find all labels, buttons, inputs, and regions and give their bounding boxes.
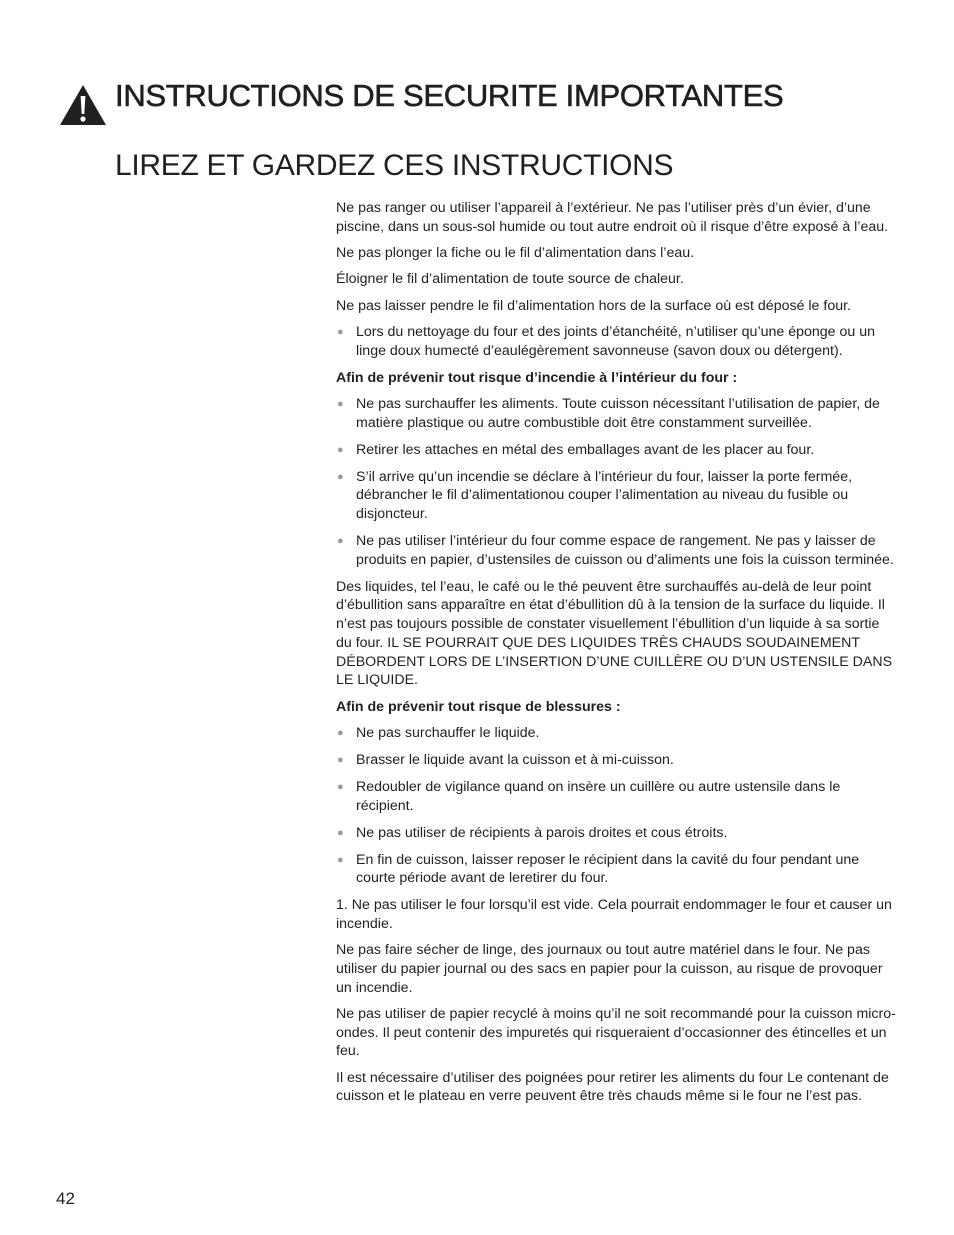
- paragraph-recycled-paper: Ne pas utiliser de papier recyclé à moins qu’il ne soit recommandé pour la cuisson micro-ondes. Il peut contenir des impuretés qui risqueraient d’occasionner des étincelles et un feu.: [336, 1005, 896, 1060]
- heading-injury-prevention: Afin de prévenir tout risque de blessures :: [336, 698, 621, 715]
- page-title: INSTRUCTIONS DE SECURITE IMPORTANTES: [115, 78, 784, 113]
- paragraph-liquids: Des liquides, tel l’eau, le café ou le thé peuvent être surchauffés au-delà de leur point d’ébullition sans apparaître en état d’ébullition dû à la tension de la surface du liquide. Il n’est pas toujours possible de constater visuellement l’ébullition d’un liquide à sa sortie du four. IL SE POURRAIT QUE DES LIQUIDES TRÈS CHAUDS SOUDAINEMENT DÉBORDENT LORS DE L’INSERTION D’UNE CUILLÈRE OU D’UN USTENSILE DANS LE LIQUIDE.: [336, 578, 893, 689]
- cleaning-list: [336, 323, 898, 360]
- warning-triangle-icon: [59, 84, 107, 126]
- bullet-icon: ●: [337, 853, 344, 866]
- list-item: ● S’il arrive qu’un incendie se déclare à l’intérieur du four, laisser la porte fermée, débrancher le fil d’alimentationou couper l’alimentation au niveau du fusible ou disjoncteur.: [337, 468, 853, 522]
- bullet-icon: ●: [337, 470, 344, 483]
- heading-fire-prevention: Afin de prévenir tout risque d’incendie à l’intérieur du four :: [336, 369, 738, 386]
- list-item: ● Ne pas surchauffer le liquide.: [337, 724, 540, 741]
- list-item: ● Retirer les attaches en métal des emballages avant de les placer au four.: [337, 441, 815, 458]
- paragraph-handles: Il est nécessaire d’utiliser des poignées pour retirer les aliments du four Le contenant de cuisson et le plateau en verre peuvent être très chauds même si le four ne l’est pas.: [336, 1069, 889, 1105]
- bullet-icon: ●: [337, 397, 344, 410]
- paragraph-drying: Ne pas faire sécher de linge, des journaux ou tout autre matériel dans le four. Ne pas utiliser du papier journal ou des sacs en papier pour la cuisson, au risque de provoquer un incendie.: [336, 942, 883, 996]
- paragraph-cord-heat: Éloigner le fil d’alimentation de toute source de chaleur.: [336, 271, 684, 288]
- page-number: 42: [56, 1189, 75, 1208]
- bullet-icon: ●: [337, 535, 344, 547]
- paragraph-outdoor: Ne pas ranger ou utiliser l’appareil à l’extérieur. Ne pas l’utiliser près d’un évier, d’une piscine, dans un sous-sol humide ou tout autre endroit où il risque d’être exposé à l’eau.: [336, 200, 889, 235]
- list-item: ● Ne pas utiliser l’intérieur du four comme espace de rangement. Ne pas y laisser de produits en papier, d’ustensiles de cuisson ou d’aliments une fois la cuisson terminée.: [337, 533, 894, 568]
- bullet-icon: ●: [337, 443, 344, 456]
- paragraph-empty-oven: 1. Ne pas utiliser le four lorsqu’il est vide. Cela pourrait endommager le four et causer un incendie.: [336, 897, 892, 932]
- paragraph-cord-hang: Ne pas laisser pendre le fil d’alimentation hors de la surface où est déposé le four.: [336, 297, 851, 314]
- list-item: ● En fin de cuisson, laisser reposer le récipient dans la cavité du four pendant une courte période avant de leretirer du four.: [337, 851, 860, 887]
- bullet-icon: ●: [337, 325, 344, 338]
- list-item: ● Ne pas surchauffer les aliments. Toute cuisson nécessitant l’utilisation de papier, de matière plastique ou autre combustible doit être constamment surveillée.: [337, 395, 880, 431]
- bullet-icon: ●: [337, 780, 344, 793]
- bullet-icon: ●: [337, 753, 344, 766]
- injury-prevention-list: [336, 724, 898, 888]
- list-item: ● Redoubler de vigilance quand on insère un cuillère ou autre ustensile dans le récipient.: [337, 778, 841, 814]
- list-item: ● Lors du nettoyage du four et des joints d’étanchéité, n’utiliser qu’une éponge ou un linge doux humecté d’eaulégèrement savonneuse (savon doux ou détergent).: [337, 323, 876, 359]
- bullet-icon: ●: [337, 826, 344, 839]
- page-subtitle: LIREZ ET GARDEZ CES INSTRUCTIONS: [115, 149, 674, 182]
- list-item: ● Brasser le liquide avant la cuisson et à mi-cuisson.: [337, 751, 674, 768]
- safety-instructions-body: [336, 199, 898, 1114]
- bullet-icon: ●: [337, 726, 344, 739]
- paragraph-cord-water: Ne pas plonger la fiche ou le fil d’alimentation dans l’eau.: [336, 245, 695, 261]
- fire-prevention-list: [336, 395, 898, 570]
- list-item: ● Ne pas utiliser de récipients à parois droites et cous étroits.: [337, 824, 728, 841]
